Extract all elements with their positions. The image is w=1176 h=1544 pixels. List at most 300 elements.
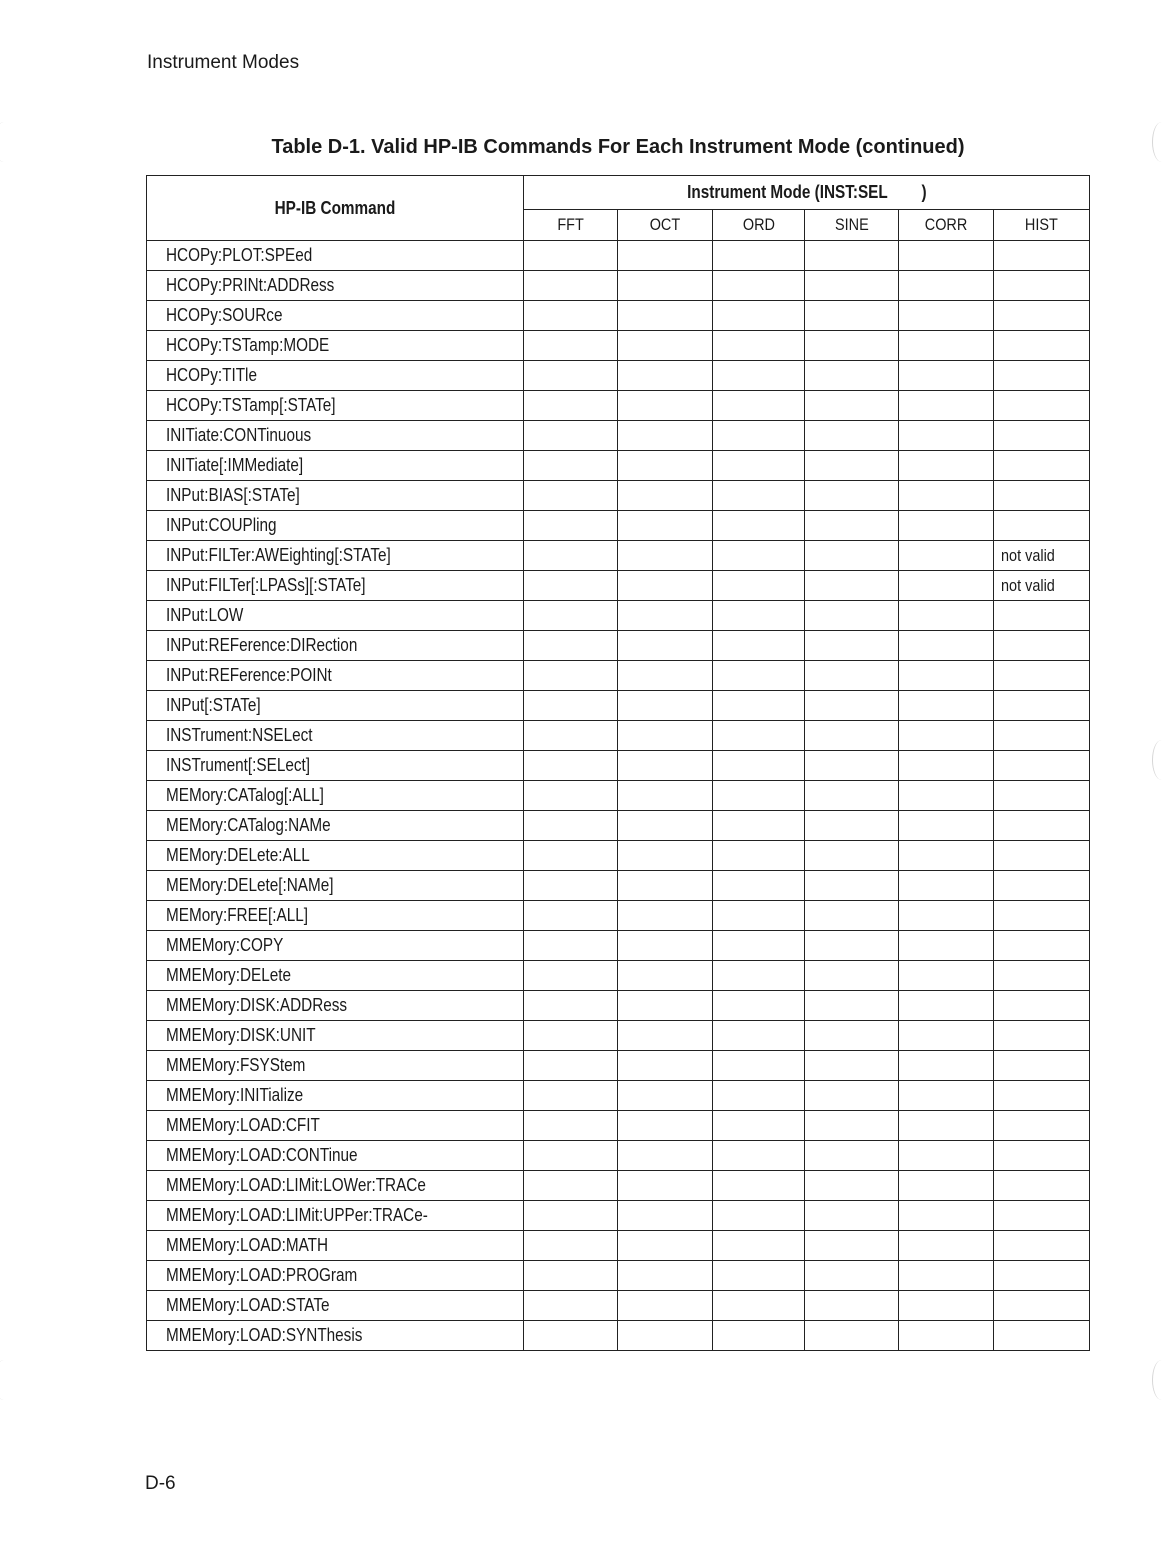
mode-cell-sine	[805, 511, 899, 541]
mode-cell-sine	[805, 1291, 899, 1321]
mode-cell-ord	[713, 1291, 805, 1321]
mode-cell-ord	[713, 1171, 805, 1201]
command-cell: HCOPy:SOURce	[147, 301, 524, 331]
mode-cell-ord	[713, 961, 805, 991]
mode-cell-ord	[713, 841, 805, 871]
mode-cell-hist	[994, 691, 1090, 721]
mode-cell-hist	[994, 1231, 1090, 1261]
command-cell: MMEMory:FSYStem	[147, 1051, 524, 1081]
mode-cell-corr	[899, 841, 994, 871]
mode-cell-hist	[994, 331, 1090, 361]
mode-cell-sine	[805, 631, 899, 661]
mode-cell-oct	[618, 661, 713, 691]
mode-cell-hist	[994, 421, 1090, 451]
table-row	[147, 541, 1090, 571]
mode-cell-corr	[899, 391, 994, 421]
mode-cell-corr	[899, 751, 994, 781]
mode-column-sine: SINE	[805, 210, 899, 241]
mode-cell-sine	[805, 301, 899, 331]
table-row	[147, 961, 1090, 991]
mode-cell-sine	[805, 601, 899, 631]
mode-cell-fft	[524, 751, 618, 781]
mode-cell-hist	[994, 1201, 1090, 1231]
scan-artifact	[1152, 122, 1171, 162]
mode-cell-sine	[805, 961, 899, 991]
table-body	[147, 241, 1090, 1351]
mode-cell-oct	[618, 271, 713, 301]
mode-cell-fft	[524, 961, 618, 991]
mode-cell-hist: not valid	[994, 541, 1090, 571]
mode-cell-ord	[713, 1261, 805, 1291]
mode-cell-fft	[524, 661, 618, 691]
mode-cell-ord	[713, 811, 805, 841]
mode-cell-ord	[713, 1021, 805, 1051]
mode-cell-hist	[994, 451, 1090, 481]
mode-cell-fft	[524, 1081, 618, 1111]
table-row	[147, 511, 1090, 541]
mode-cell-fft	[524, 361, 618, 391]
command-cell: MMEMory:INITialize	[147, 1081, 524, 1111]
mode-cell-fft	[524, 691, 618, 721]
mode-cell-hist	[994, 391, 1090, 421]
mode-cell-fft	[524, 721, 618, 751]
mode-cell-fft	[524, 1021, 618, 1051]
mode-cell-corr	[899, 811, 994, 841]
mode-cell-corr	[899, 361, 994, 391]
table-row	[147, 991, 1090, 1021]
command-cell: INSTrument[:SELect]	[147, 751, 524, 781]
mode-cell-fft	[524, 1231, 618, 1261]
mode-cell-oct	[618, 451, 713, 481]
mode-cell-oct	[618, 961, 713, 991]
mode-cell-fft	[524, 781, 618, 811]
mode-cell-corr	[899, 1021, 994, 1051]
table-row	[147, 601, 1090, 631]
mode-cell-oct	[618, 1021, 713, 1051]
command-cell: MMEMory:LOAD:PROGram	[147, 1261, 524, 1291]
mode-cell-ord	[713, 601, 805, 631]
mode-cell-oct	[618, 1111, 713, 1141]
mode-cell-hist	[994, 1261, 1090, 1291]
mode-cell-corr	[899, 871, 994, 901]
command-cell: MMEMory:LOAD:MATH	[147, 1231, 524, 1261]
mode-cell-ord	[713, 301, 805, 331]
table-row	[147, 691, 1090, 721]
mode-cell-corr	[899, 1141, 994, 1171]
mode-cell-oct	[618, 751, 713, 781]
mode-cell-corr	[899, 661, 994, 691]
mode-cell-oct	[618, 1291, 713, 1321]
mode-cell-hist	[994, 1051, 1090, 1081]
mode-cell-hist	[994, 931, 1090, 961]
command-column-header: HP-IB Command	[147, 176, 524, 241]
mode-cell-fft	[524, 871, 618, 901]
mode-cell-corr	[899, 691, 994, 721]
mode-column-hist: HIST	[994, 210, 1090, 241]
table-row	[147, 1171, 1090, 1201]
mode-cell-sine	[805, 421, 899, 451]
mode-cell-sine	[805, 1021, 899, 1051]
mode-cell-oct	[618, 1141, 713, 1171]
scan-artifact	[0, 1360, 13, 1400]
command-table	[146, 175, 1090, 1351]
mode-cell-oct	[618, 601, 713, 631]
mode-cell-hist	[994, 271, 1090, 301]
mode-cell-fft	[524, 451, 618, 481]
mode-cell-sine	[805, 1171, 899, 1201]
mode-cell-sine	[805, 241, 899, 271]
table-row	[147, 1051, 1090, 1081]
command-cell: MMEMory:LOAD:STATe	[147, 1291, 524, 1321]
mode-cell-ord	[713, 271, 805, 301]
mode-cell-fft	[524, 511, 618, 541]
mode-cell-oct	[618, 901, 713, 931]
mode-cell-oct	[618, 481, 713, 511]
mode-cell-fft	[524, 991, 618, 1021]
mode-cell-corr	[899, 451, 994, 481]
command-cell: HCOPy:TITle	[147, 361, 524, 391]
table-row	[147, 571, 1090, 601]
table-row	[147, 661, 1090, 691]
mode-cell-sine	[805, 361, 899, 391]
mode-cell-corr	[899, 301, 994, 331]
header-row	[147, 176, 1090, 210]
mode-cell-hist	[994, 1171, 1090, 1201]
mode-cell-oct	[618, 1201, 713, 1231]
mode-cell-ord	[713, 1051, 805, 1081]
command-cell: INPut:LOW	[147, 601, 524, 631]
mode-cell-corr	[899, 1171, 994, 1201]
mode-cell-corr	[899, 961, 994, 991]
mode-cell-sine	[805, 1321, 899, 1351]
table-row	[147, 901, 1090, 931]
scan-artifact	[1152, 1360, 1171, 1400]
command-cell: MMEMory:DISK:UNIT	[147, 1021, 524, 1051]
mode-cell-corr	[899, 1291, 994, 1321]
table-row	[147, 1291, 1090, 1321]
mode-cell-oct	[618, 841, 713, 871]
mode-cell-corr	[899, 931, 994, 961]
mode-cell-hist	[994, 1081, 1090, 1111]
mode-cell-oct	[618, 631, 713, 661]
command-cell: INITiate:CONTinuous	[147, 421, 524, 451]
mode-cell-fft	[524, 1321, 618, 1351]
mode-cell-hist	[994, 1141, 1090, 1171]
command-cell: HCOPy:PRINt:ADDRess	[147, 271, 524, 301]
table-row	[147, 1261, 1090, 1291]
mode-cell-ord	[713, 781, 805, 811]
mode-cell-corr	[899, 1081, 994, 1111]
mode-cell-sine	[805, 1261, 899, 1291]
mode-cell-oct	[618, 511, 713, 541]
mode-cell-ord	[713, 571, 805, 601]
mode-cell-ord	[713, 871, 805, 901]
command-cell: MEMory:CATalog:NAMe	[147, 811, 524, 841]
table-title: Table D-1. Valid HP-IB Commands For Each Instrument Mode (continued)	[271, 136, 965, 158]
mode-column-fft: FFT	[524, 210, 618, 241]
mode-cell-corr	[899, 1201, 994, 1231]
mode-cell-sine	[805, 271, 899, 301]
mode-cell-hist	[994, 841, 1090, 871]
mode-cell-fft	[524, 631, 618, 661]
mode-cell-corr	[899, 781, 994, 811]
command-cell: MMEMory:COPY	[147, 931, 524, 961]
mode-cell-corr	[899, 991, 994, 1021]
mode-column-corr: CORR	[899, 210, 994, 241]
table-row	[147, 1111, 1090, 1141]
command-cell: MMEMory:LOAD:LIMit:LOWer:TRACe	[147, 1171, 524, 1201]
mode-cell-oct	[618, 1081, 713, 1111]
command-cell: MEMory:CATalog[:ALL]	[147, 781, 524, 811]
mode-cell-oct	[618, 421, 713, 451]
command-cell: HCOPy:TSTamp:MODE	[147, 331, 524, 361]
table-row	[147, 841, 1090, 871]
mode-cell-fft	[524, 331, 618, 361]
mode-cell-hist: not valid	[994, 571, 1090, 601]
mode-cell-sine	[805, 571, 899, 601]
mode-cell-ord	[713, 511, 805, 541]
command-cell: MMEMory:DISK:ADDRess	[147, 991, 524, 1021]
mode-cell-corr	[899, 541, 994, 571]
mode-cell-oct	[618, 721, 713, 751]
mode-cell-ord	[713, 421, 805, 451]
mode-cell-corr	[899, 1261, 994, 1291]
mode-cell-sine	[805, 811, 899, 841]
page-number: D-6	[145, 1473, 176, 1494]
mode-cell-corr	[899, 241, 994, 271]
command-cell: INPut:REFerence:POINt	[147, 661, 524, 691]
mode-cell-oct	[618, 871, 713, 901]
command-cell: MMEMory:LOAD:CFIT	[147, 1111, 524, 1141]
table-row	[147, 241, 1090, 271]
table-row	[147, 1231, 1090, 1261]
mode-cell-hist	[994, 1111, 1090, 1141]
command-cell: INITiate[:IMMediate]	[147, 451, 524, 481]
mode-cell-corr	[899, 421, 994, 451]
mode-cell-oct	[618, 931, 713, 961]
mode-cell-corr	[899, 601, 994, 631]
table-row	[147, 721, 1090, 751]
mode-cell-fft	[524, 541, 618, 571]
command-cell: HCOPy:PLOT:SPEed	[147, 241, 524, 271]
mode-cell-ord	[713, 1111, 805, 1141]
mode-cell-sine	[805, 1141, 899, 1171]
mode-cell-oct	[618, 1171, 713, 1201]
mode-cell-sine	[805, 751, 899, 781]
command-cell: MMEMory:LOAD:LIMit:UPPer:TRACe-	[147, 1201, 524, 1231]
mode-cell-corr	[899, 721, 994, 751]
command-cell: INSTrument:NSELect	[147, 721, 524, 751]
mode-cell-ord	[713, 361, 805, 391]
mode-cell-hist	[994, 1321, 1090, 1351]
mode-cell-oct	[618, 571, 713, 601]
mode-column-oct: OCT	[618, 210, 713, 241]
command-cell: MMEMory:DELete	[147, 961, 524, 991]
table-row	[147, 931, 1090, 961]
mode-cell-sine	[805, 691, 899, 721]
mode-cell-ord	[713, 631, 805, 661]
mode-cell-ord	[713, 661, 805, 691]
mode-cell-ord	[713, 1141, 805, 1171]
command-cell: HCOPy:TSTamp[:STATe]	[147, 391, 524, 421]
mode-cell-hist	[994, 871, 1090, 901]
mode-cell-hist	[994, 631, 1090, 661]
mode-cell-ord	[713, 691, 805, 721]
mode-cell-corr	[899, 511, 994, 541]
page-header: Instrument Modes	[147, 52, 300, 73]
mode-cell-ord	[713, 991, 805, 1021]
table-row	[147, 751, 1090, 781]
mode-cell-ord	[713, 931, 805, 961]
table-row	[147, 811, 1090, 841]
mode-cell-sine	[805, 991, 899, 1021]
mode-cell-fft	[524, 1111, 618, 1141]
command-cell: INPut:COUPling	[147, 511, 524, 541]
mode-column-ord: ORD	[713, 210, 805, 241]
mode-cell-hist	[994, 781, 1090, 811]
table-row	[147, 361, 1090, 391]
mode-cell-oct	[618, 991, 713, 1021]
mode-cell-ord	[713, 481, 805, 511]
mode-cell-oct	[618, 1261, 713, 1291]
mode-cell-hist	[994, 811, 1090, 841]
mode-cell-fft	[524, 601, 618, 631]
command-table-container	[146, 175, 1089, 1351]
table-row	[147, 1141, 1090, 1171]
mode-cell-fft	[524, 1171, 618, 1201]
mode-cell-corr	[899, 271, 994, 301]
mode-cell-sine	[805, 721, 899, 751]
mode-cell-hist	[994, 961, 1090, 991]
mode-cell-fft	[524, 841, 618, 871]
table-row	[147, 781, 1090, 811]
mode-cell-fft	[524, 481, 618, 511]
mode-cell-hist	[994, 301, 1090, 331]
mode-cell-fft	[524, 271, 618, 301]
mode-cell-oct	[618, 1231, 713, 1261]
command-cell: MEMory:FREE[:ALL]	[147, 901, 524, 931]
table-row	[147, 871, 1090, 901]
mode-cell-oct	[618, 361, 713, 391]
mode-cell-sine	[805, 1111, 899, 1141]
mode-cell-corr	[899, 331, 994, 361]
mode-cell-hist	[994, 511, 1090, 541]
table-row	[147, 391, 1090, 421]
command-cell: INPut[:STATe]	[147, 691, 524, 721]
mode-cell-hist	[994, 361, 1090, 391]
command-cell: INPut:REFerence:DIRection	[147, 631, 524, 661]
mode-cell-fft	[524, 421, 618, 451]
mode-cell-corr	[899, 631, 994, 661]
mode-cell-fft	[524, 391, 618, 421]
mode-cell-ord	[713, 721, 805, 751]
table-row	[147, 1081, 1090, 1111]
mode-cell-corr	[899, 1321, 994, 1351]
mode-cell-corr	[899, 1111, 994, 1141]
mode-cell-hist	[994, 991, 1090, 1021]
mode-cell-sine	[805, 331, 899, 361]
mode-cell-hist	[994, 751, 1090, 781]
mode-cell-sine	[805, 871, 899, 901]
mode-cell-fft	[524, 1261, 618, 1291]
command-cell: INPut:FILTer[:LPASs][:STATe]	[147, 571, 524, 601]
mode-cell-ord	[713, 331, 805, 361]
mode-cell-sine	[805, 541, 899, 571]
mode-cell-oct	[618, 1051, 713, 1081]
command-cell: MEMory:DELete:ALL	[147, 841, 524, 871]
table-row	[147, 481, 1090, 511]
mode-cell-sine	[805, 1231, 899, 1261]
command-cell: INPut:BIAS[:STATe]	[147, 481, 524, 511]
mode-cell-corr	[899, 901, 994, 931]
scan-artifact	[1152, 740, 1171, 780]
mode-cell-oct	[618, 241, 713, 271]
table-row	[147, 451, 1090, 481]
mode-cell-corr	[899, 481, 994, 511]
mode-cell-ord	[713, 901, 805, 931]
mode-cell-hist	[994, 601, 1090, 631]
mode-cell-fft	[524, 241, 618, 271]
mode-cell-fft	[524, 1141, 618, 1171]
mode-cell-sine	[805, 1201, 899, 1231]
mode-cell-ord	[713, 241, 805, 271]
mode-cell-sine	[805, 781, 899, 811]
mode-cell-sine	[805, 841, 899, 871]
mode-cell-fft	[524, 571, 618, 601]
table-row	[147, 1201, 1090, 1231]
table-row	[147, 271, 1090, 301]
mode-cell-oct	[618, 781, 713, 811]
command-cell: MEMory:DELete[:NAMe]	[147, 871, 524, 901]
table-row	[147, 631, 1090, 661]
command-cell: MMEMory:LOAD:SYNThesis	[147, 1321, 524, 1351]
mode-cell-ord	[713, 1231, 805, 1261]
mode-cell-fft	[524, 1291, 618, 1321]
command-cell: INPut:FILTer:AWEighting[:STATe]	[147, 541, 524, 571]
mode-cell-oct	[618, 811, 713, 841]
mode-cell-fft	[524, 1051, 618, 1081]
mode-cell-fft	[524, 901, 618, 931]
mode-cell-oct	[618, 1321, 713, 1351]
mode-cell-sine	[805, 451, 899, 481]
table-row	[147, 1321, 1090, 1351]
mode-cell-sine	[805, 661, 899, 691]
mode-cell-sine	[805, 901, 899, 931]
table-row	[147, 1021, 1090, 1051]
mode-cell-sine	[805, 391, 899, 421]
mode-cell-ord	[713, 751, 805, 781]
table-row	[147, 331, 1090, 361]
mode-cell-hist	[994, 661, 1090, 691]
mode-cell-hist	[994, 1021, 1090, 1051]
command-cell: MMEMory:LOAD:CONTinue	[147, 1141, 524, 1171]
mode-cell-ord	[713, 1321, 805, 1351]
mode-cell-ord	[713, 451, 805, 481]
mode-cell-ord	[713, 391, 805, 421]
table-row	[147, 301, 1090, 331]
mode-cell-sine	[805, 1081, 899, 1111]
mode-cell-fft	[524, 301, 618, 331]
mode-cell-fft	[524, 1201, 618, 1231]
mode-cell-corr	[899, 1231, 994, 1261]
mode-cell-hist	[994, 241, 1090, 271]
mode-cell-oct	[618, 331, 713, 361]
mode-cell-hist	[994, 721, 1090, 751]
table-row	[147, 421, 1090, 451]
mode-cell-sine	[805, 481, 899, 511]
mode-cell-fft	[524, 931, 618, 961]
mode-cell-corr	[899, 1051, 994, 1081]
